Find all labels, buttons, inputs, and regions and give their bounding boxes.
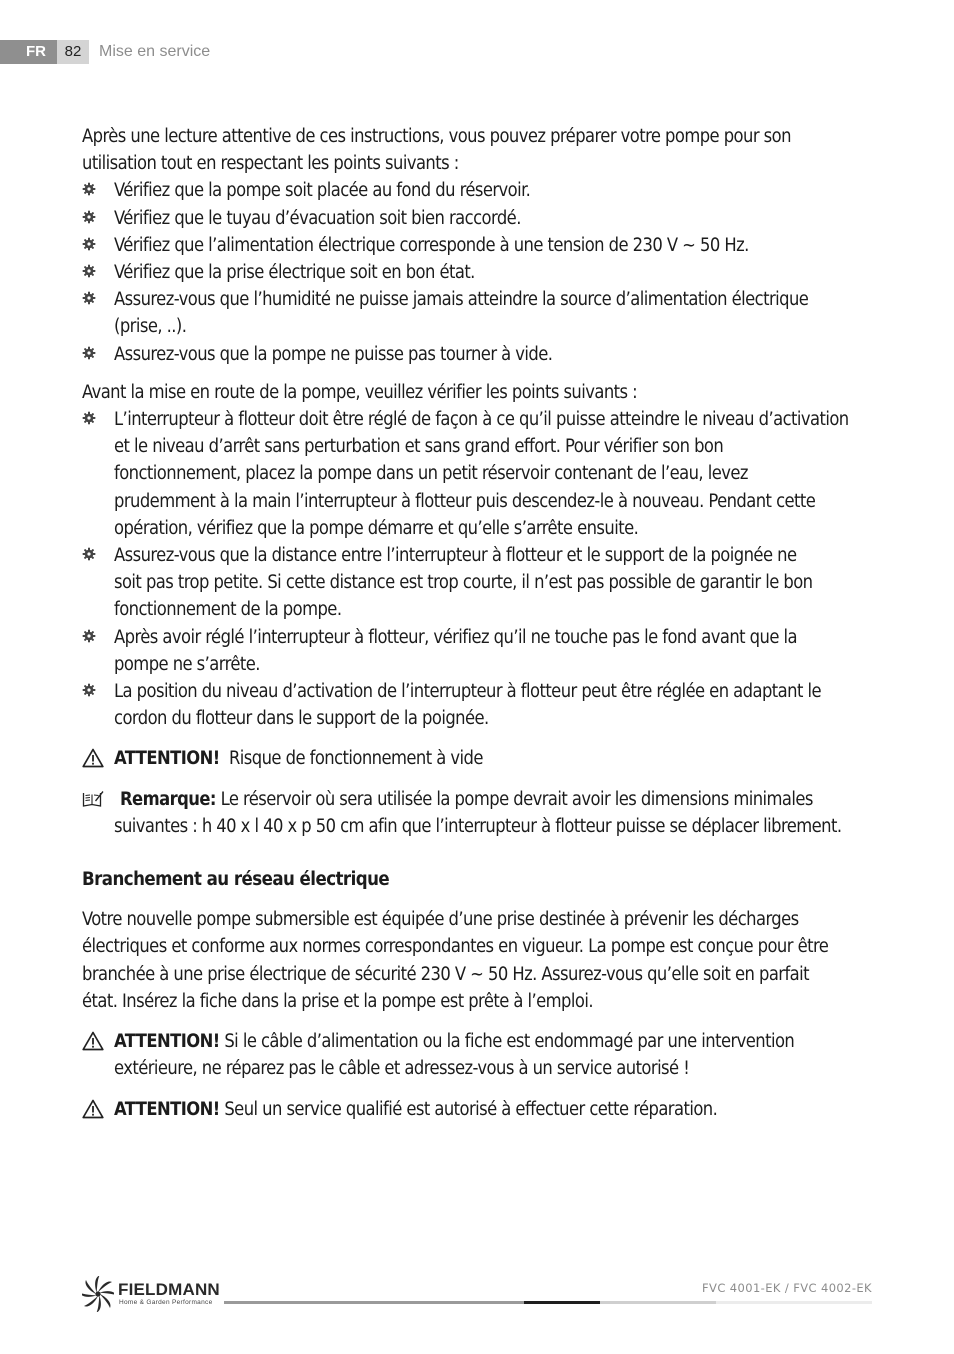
gear-bullet-icon [82, 547, 96, 561]
list-item: Après avoir réglé l’interrupteur à flotteur, vérifiez qu’il ne touche pas le fond avant que la pompe ne s’arrête. [82, 624, 882, 678]
attention-text: Seul un service qualifié est autorisé à effectuer cette réparation. [224, 1098, 718, 1120]
attention-callout [82, 745, 882, 772]
attention-text: extérieure, ne réparez pas le câble et adressez-vous à un service autorisé ! [114, 1058, 690, 1080]
gear-bullet-icon [82, 629, 96, 643]
note-callout [82, 786, 882, 840]
gear-bullet-icon [82, 182, 96, 196]
brand-name: FIELDMANN [118, 1280, 220, 1299]
fieldmann-flower-logo [82, 1276, 114, 1312]
footer-rule-accent [524, 1301, 600, 1304]
attention-callout [82, 1028, 882, 1082]
fieldmann-logo [82, 1276, 224, 1316]
note-book-icon [82, 789, 104, 809]
list-item: Assurez-vous que la distance entre l’interrupteur à flotteur et le support de la poignée ne soit pas trop petite. Si cette distance est trop courte, il n’est pas possible de garantir le bon fonctionnement de la pompe. [82, 542, 882, 624]
float-checklist [82, 406, 882, 732]
gear-bullet-icon [82, 210, 96, 224]
footer-rule [224, 1301, 524, 1304]
attention-text: Si le câble d’alimentation ou la fiche est endommagé par une intervention [224, 1031, 795, 1053]
warning-triangle-icon [82, 1099, 104, 1119]
list-item: Vérifiez que le tuyau d’évacuation soit bien raccordé. [82, 205, 882, 232]
list-item: Vérifiez que la prise électrique soit en bon état. [82, 259, 882, 286]
page-content [82, 123, 882, 1123]
attention-text: Risque de fonctionnement à vide [228, 748, 483, 770]
list-item: Assurez-vous que l’humidité ne puisse jamais atteindre la source d’alimentation électrique (prise, ..). [82, 286, 882, 340]
gear-bullet-icon [82, 264, 96, 278]
text-line: Après une lecture attentive de ces instructions, vous pouvez préparer votre pompe pour son [82, 126, 791, 147]
checklist [82, 177, 882, 367]
gear-bullet-icon [82, 411, 96, 425]
section-title: Mise en service [99, 43, 211, 60]
gear-bullet-icon [82, 237, 96, 251]
footer-rule [600, 1301, 716, 1304]
warning-triangle-icon [82, 1031, 104, 1051]
warning-triangle-icon [82, 748, 104, 768]
before-start-paragraph: Avant la mise en route de la pompe, veuillez vérifier les points suivants : [82, 381, 638, 403]
list-item: Vérifiez que la pompe soit placée au fond du réservoir. [82, 177, 882, 204]
gear-bullet-icon [82, 346, 96, 360]
text-line: utilisation tout en respectant les points suivants : [82, 153, 459, 175]
page-header [0, 40, 210, 64]
model-number: FVC 4001-EK / FVC 4002-EK [702, 1281, 872, 1295]
attention-label: ATTENTION! [114, 748, 220, 770]
note-label: Remarque: [120, 788, 216, 810]
intro-paragraph [82, 123, 882, 177]
power-paragraph: Votre nouvelle pompe submersible est équipée d’une prise destinée à prévenir les décharges électriques et conforme aux normes correspondantes en vigueur. La pompe est conçue pour être branchée à une prise électrique de sécurité 230 V ~ 50 Hz. Assurez-vous qu’elle soit en parfait état. Insérez la fiche dans la prise et la pompe est prête à l’emploi. [82, 909, 829, 1012]
page-number: 82 [57, 40, 89, 64]
footer-rule [716, 1301, 872, 1304]
note-text: Le réservoir où sera utilisée la pompe devrait avoir les dimensions minimales [220, 788, 813, 810]
brand-tagline: Home & Garden Performance [119, 1299, 213, 1306]
section-heading: Branchement au réseau électrique [82, 869, 390, 891]
attention-label: ATTENTION! [114, 1031, 220, 1053]
list-item: Assurez-vous que la pompe ne puisse pas tourner à vide. [82, 341, 882, 368]
attention-label: ATTENTION! [114, 1098, 220, 1120]
list-item: Vérifiez que l’alimentation électrique corresponde à une tension de 230 V ~ 50 Hz. [82, 232, 882, 259]
list-item: L’interrupteur à flotteur doit être réglé de façon à ce qu’il puisse atteindre le niveau d’activation et le niveau d’arrêt sans perturbation et sans grand effort. Pour vérifier son bon fonctionnement, placez la pompe dans un petit réservoir contenant de l’eau, levez prudemment à la main l’interrupteur à flotteur puis descendez-le à nouveau. Pendant cette opération, vérifiez que la pompe démarre et qu’elle s’arrête ensuite. [82, 406, 882, 542]
note-text: suivantes : h 40 x l 40 x p 50 cm afin que l’interrupteur à flotteur puisse se déplacer librement. [114, 815, 842, 837]
language-tab: FR [0, 40, 57, 64]
attention-callout [82, 1096, 882, 1123]
list-item: La position du niveau d’activation de l’interrupteur à flotteur peut être réglée en adaptant le cordon du flotteur dans le support de la poignée. [82, 678, 882, 732]
gear-bullet-icon [82, 683, 96, 697]
gear-bullet-icon [82, 291, 96, 305]
